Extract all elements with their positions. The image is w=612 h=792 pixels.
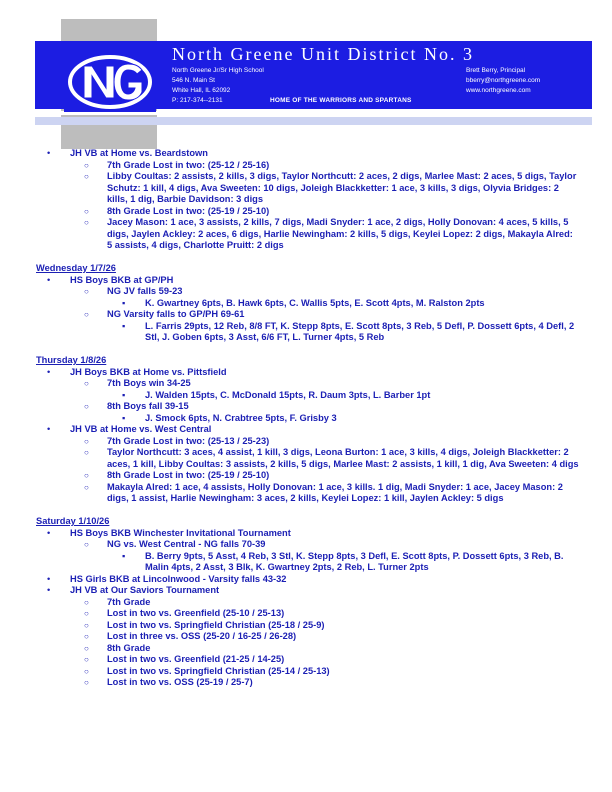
list-item: • JH VB at Our Saviors Tournament [47,585,220,595]
list-item: ○ 8th Grade Lost in two: (25-19 / 25-10) [84,470,270,480]
list-item: ○ Makayla Alred: 1 ace, 4 assists, Holly Donovan: 1 ace, 3 kills. 1 dig, Madi Snyder: 1 ace, Jacey Mason: 2 digs, 1 assist, Harlie Newingham: 3 aces, 2 kills, Keylei Lopez: 1 kill, Jaylen Ackley: 5 digs [84,481,563,503]
address-line: White Hall, IL 62092 [172,87,231,94]
address-line: 546 N. Main St [172,77,215,84]
list-item: ○ Libby Coultas: 2 assists, 2 kills, 3 digs, Taylor Northcutt: 2 aces, 2 digs, Marlee Mast: 2 aces, 5 digs, Taylor Schutz: 1 kill, 4 digs, Ava Sweeten: 10 digs, Joleigh Blackketter: 1 ace, 3 kills, 3 digs, Olyvia Bridges: 2 kills, 1 dig, Barbie Davidson: 3 digs [84,171,577,204]
principal-name: Brett Berry, Principal [466,67,526,74]
list-item: • HS Boys BKB Winchester Invitational Tournament [47,527,291,538]
list-item: ○ Lost in two vs. Greenfield (25-10 / 25-13) [84,608,285,618]
list-item: ○ NG JV falls 59-23 [84,286,183,296]
list-item: ▪ J. Walden 15pts, C. McDonald 15pts, R. Daum 3pts, L. Barber 1pt [122,389,431,400]
results-document [36,148,580,689]
list-item: ○ 7th Grade Lost in two: (25-13 / 25-23) [84,435,270,446]
phone-line: P: 217-374--2131 [172,97,223,104]
date-heading: Saturday 1/10/26 [36,516,110,526]
list-item: ▪ B. Berry 9pts, 5 Asst, 4 Reb, 3 Stl, K. Stepp 8pts, 3 Defl, E. Scott 8pts, P. Dossett 6pts, 3 Reb, B. Malin 4pts, 2 Asst, 3 Blk, K. Gwartney 2pts, 2 Reb, L. Turner 2pts [122,550,564,572]
tagline: HOME OF THE WARRIORS AND SPARTANS [270,97,412,104]
list-item: • JH Boys BKB at Home vs. Pittsfield [47,366,227,377]
list-item: ○ Lost in two vs. Springfield Christian (25-18 / 25-9) [84,619,325,630]
list-item: ○ NG Varsity falls to GP/PH 69-61 [84,309,245,319]
website: www.northgreene.com [466,87,531,94]
list-item: ○ Jacey Mason: 1 ace, 3 assists, 2 kills, 7 digs, Madi Snyder: 1 ace, 2 digs, Holly Donovan: 4 aces, 5 kills, 5 digs, Jaylen Ackley: 2 aces, 6 digs, Harlie Newingham: 2 kills, 5 digs, Keylei Lopez: 2 digs, Makayla Alred: 5 assists, 4 digs, Charlotte Pruitt: 2 digs [84,217,573,250]
list-item: ○ NG vs. West Central - NG falls 70-39 [84,539,266,549]
date-heading: Thursday 1/8/26 [36,355,107,365]
address-line: North Greene Jr/Sr High School [172,67,264,74]
list-item: • HS Girls BKB at Lincolnwood - Varsity falls 43-32 [47,573,287,584]
list-item: ▪ L. Farris 29pts, 12 Reb, 8/8 FT, K. Stepp 8pts, E. Scott 8pts, 3 Reb, 5 Defl, P. Dossett 6pts, 4 Defl, 2 Stl, J. Goben 6pts, 3 Asst, 6/6 FT, L. Turner 4pts, 5 Reb [122,320,575,342]
list-item: ○ Taylor Northcutt: 3 aces, 4 assist, 1 kill, 3 digs, Leona Burton: 1 ace, 3 kills, 4 digs, Joleigh Blackketter: 2 aces, 1 kill, Libby Coultas: 3 assists, 2 kills, 5 digs, Marlee Mast: 2 assists, 1 kill, 1 dig, Ava Sweeten: 4 digs [84,447,579,469]
list-item: ○ Lost in three vs. OSS (25-20 / 16-25 / 26-28) [84,631,297,641]
list-item: ▪ K. Gwartney 6pts, B. Hawk 6pts, C. Wallis 5pts, E. Scott 4pts, M. Ralston 2pts [122,297,485,308]
district-name: North Greene Unit District No. 3 [172,44,474,64]
list-item: ○ 8th Grade Lost in two: (25-19 / 25-10) [84,205,270,216]
list-item: • HS Boys BKB at GP/PH [47,274,174,285]
list-item: ○ Lost in two vs. Springfield Christian (25-14 / 25-13) [84,665,330,676]
principal-email: bberry@northgreene.com [466,77,541,84]
list-item: ○ Lost in two vs. Greenfield (21-25 / 14-25) [84,654,285,664]
list-item: ▪ J. Smock 6pts, N. Crabtree 5pts, F. Grisby 3 [122,412,337,423]
list-item: • JH VB at Home vs. West Central [47,424,212,434]
principal-contact [466,66,540,96]
list-item: ○ 7th Grade [84,596,151,607]
header-accent-bar [35,117,592,125]
letterhead [0,0,612,150]
list-item: • JH VB at Home vs. Beardstown [47,148,208,158]
list-item: ○ Lost in two vs. OSS (25-19 / 25-7) [84,677,253,687]
date-heading: Wednesday 1/7/26 [36,263,116,273]
list-item: ○ 7th Grade Lost in two: (25-12 / 25-16) [84,159,270,170]
ng-logo-icon [64,52,156,112]
school-address [172,66,264,106]
list-item: ○ 7th Boys win 34-25 [84,378,191,388]
list-item: ○ 8th Boys fall 39-15 [84,401,189,411]
list-item: ○ 8th Grade [84,642,151,653]
